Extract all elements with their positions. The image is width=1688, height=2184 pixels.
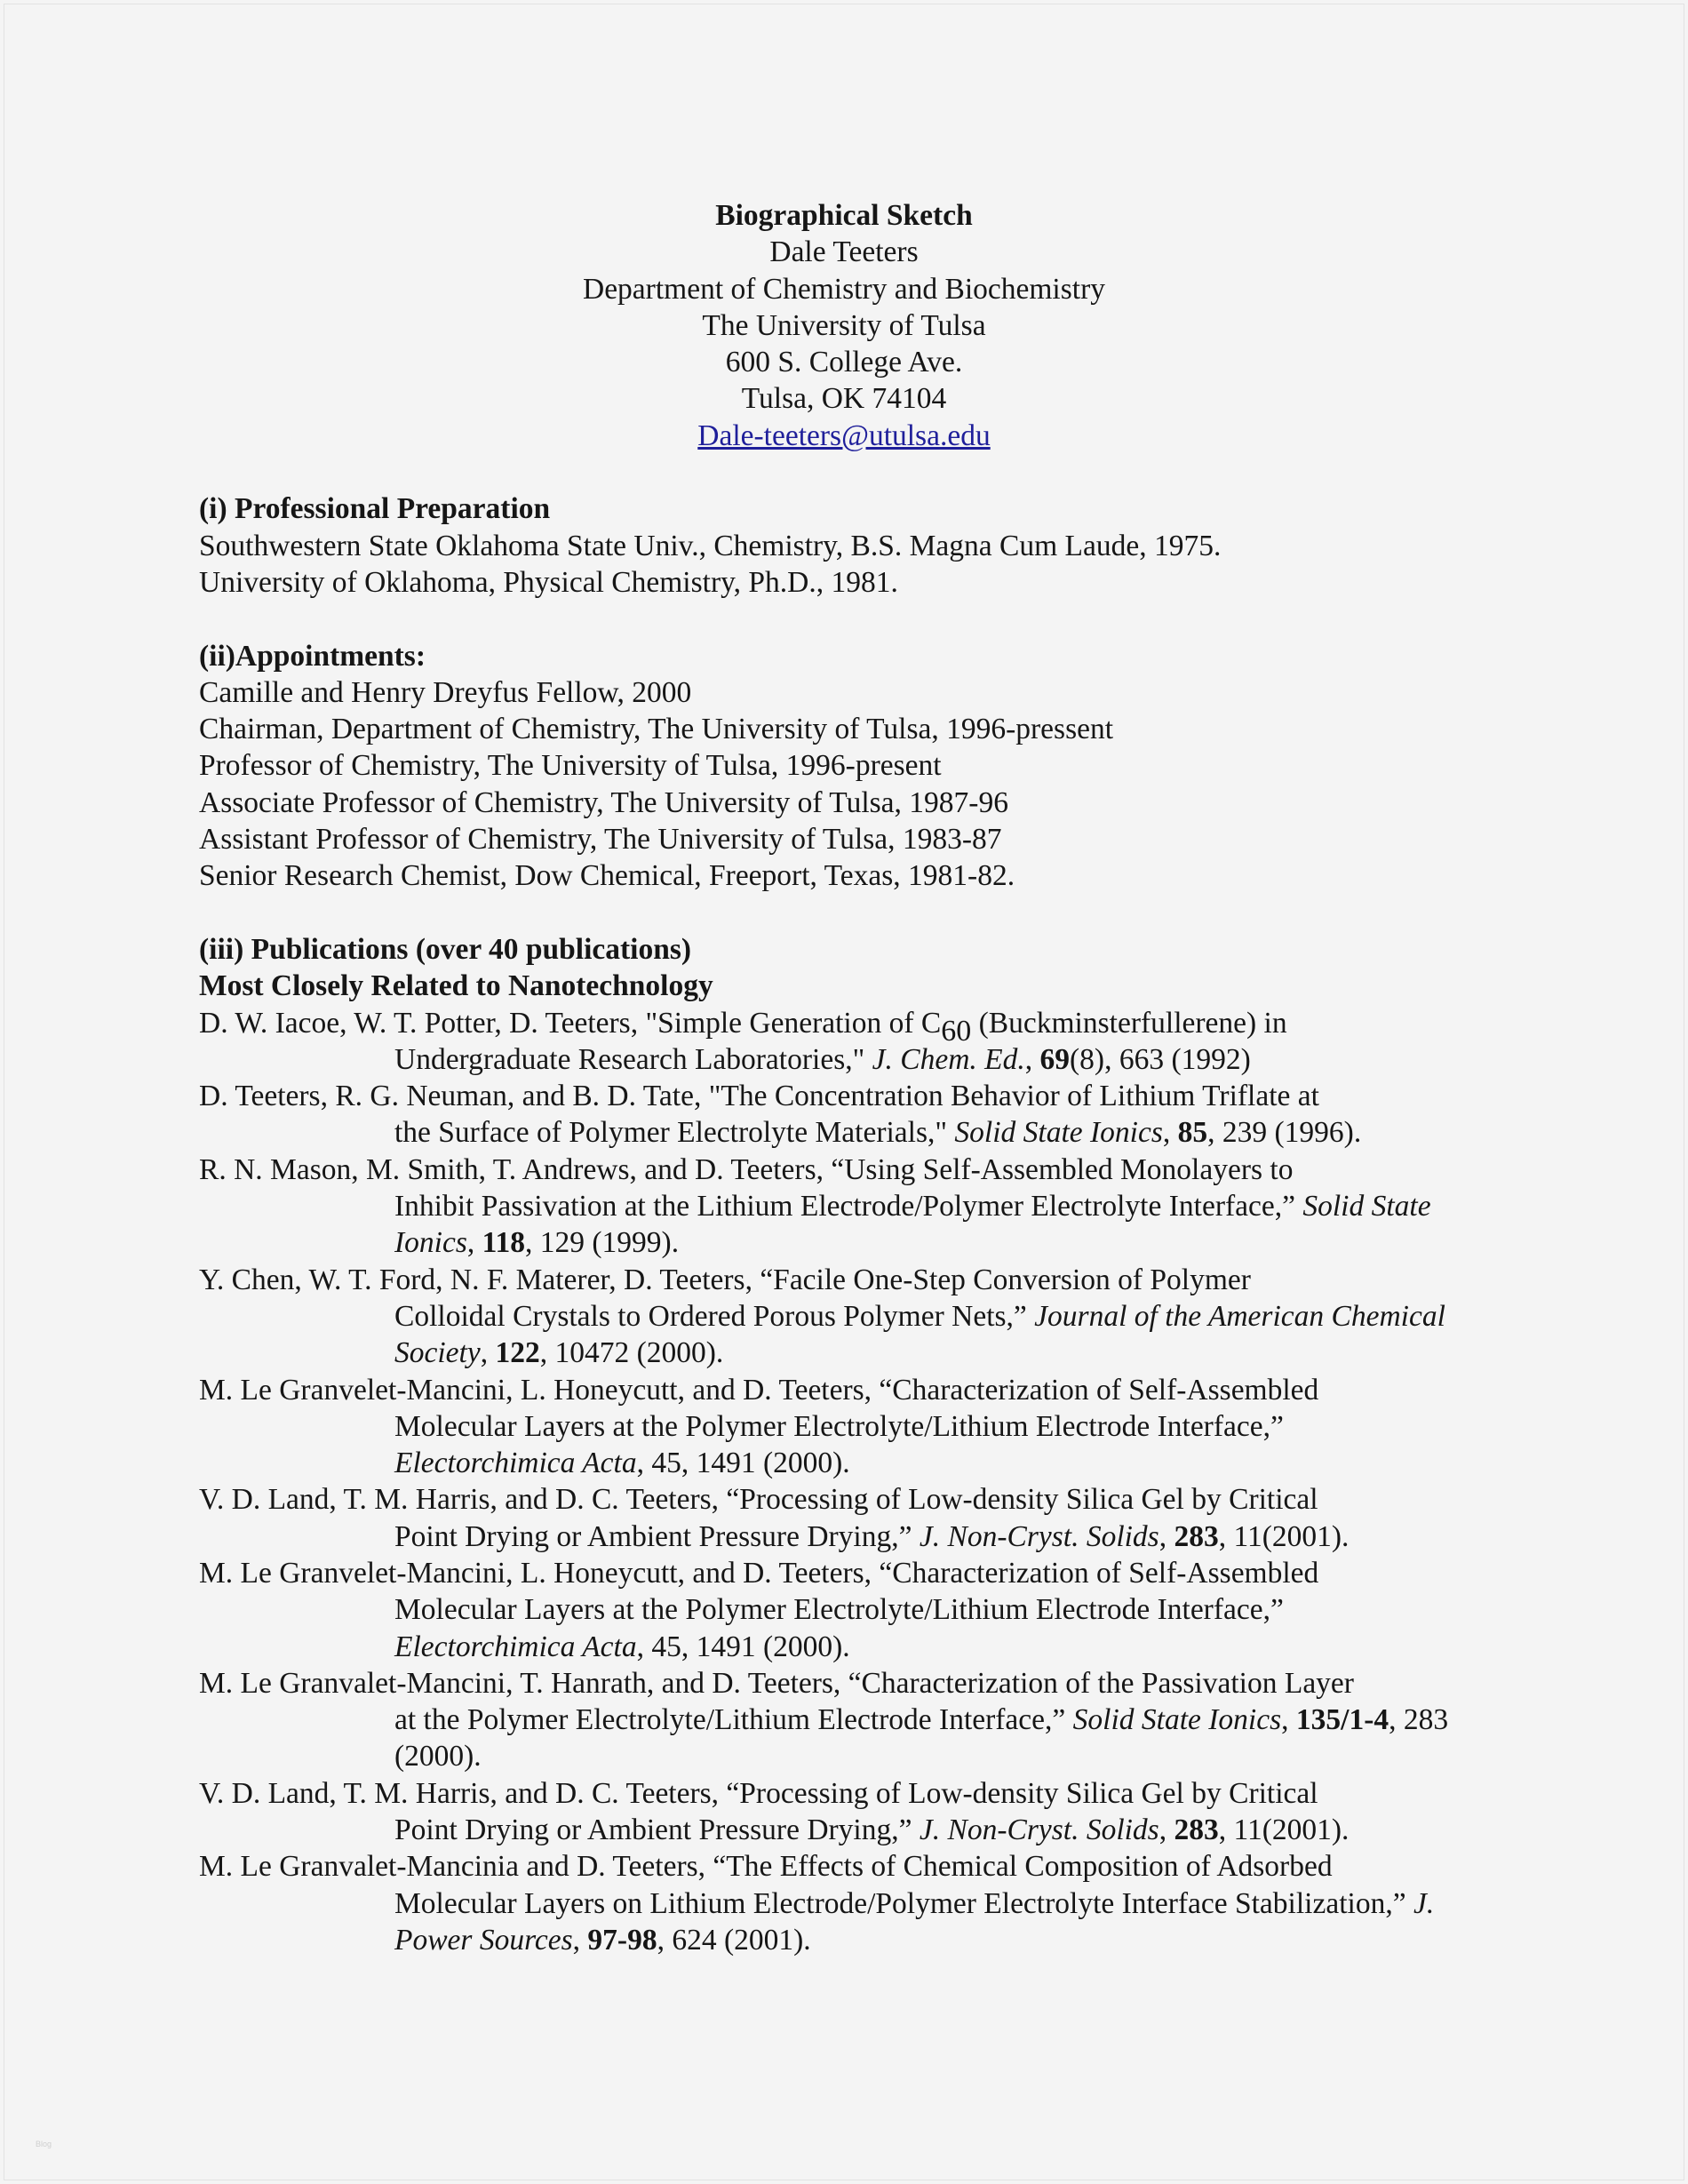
citation-text: Molecular Layers at the Polymer Electrolyte/Lithium Electrode Interface,”: [394, 1593, 1284, 1627]
journal-name: Electorchimica Acta: [394, 1447, 637, 1480]
section-subheading: Most Closely Related to Nanotechnology: [199, 969, 713, 1003]
publication-entry: [199, 1005, 1532, 1079]
citation-text: , 45, 1491 (2000).: [636, 1447, 850, 1480]
journal-name: J. Non-Cryst. Solids: [919, 1519, 1159, 1553]
author-name: Dale Teeters: [769, 235, 919, 269]
list-item: University of Oklahoma, Physical Chemistry, Ph.D., 1981.: [199, 565, 898, 599]
citation-text: at the Polymer Electrolyte/Lithium Electrode Interface,”: [394, 1703, 1073, 1737]
citation-text: V. D. Land, T. M. Harris, and D. C. Teeters, “Processing of Low-density Silica Gel by Critical: [199, 1776, 1318, 1810]
citation-text: , 11(2001).: [1218, 1813, 1350, 1847]
publication-entry: [199, 1262, 1532, 1372]
publication-entry: [199, 1848, 1532, 1958]
volume: 118: [482, 1226, 526, 1260]
journal-name: J. Chem. Ed.: [872, 1042, 1025, 1076]
journal-name: J. Non-Cryst. Solids: [919, 1813, 1159, 1847]
volume: 85: [1177, 1116, 1208, 1150]
department: Department of Chemistry and Biochemistry: [583, 272, 1105, 306]
document-title: Biographical Sketch: [715, 199, 973, 232]
citation-text: Colloidal Crystals to Ordered Porous Polymer Nets,”: [394, 1299, 1035, 1333]
citation-text: R. N. Mason, M. Smith, T. Andrews, and D. Teeters, “Using Self-Assembled Monolayers to: [199, 1152, 1294, 1186]
citation-text: V. D. Land, T. M. Harris, and D. C. Teeters, “Processing of Low-density Silica Gel by Critical: [199, 1483, 1318, 1517]
volume: 69: [1039, 1042, 1071, 1076]
citation-text: Y. Chen, W. T. Ford, N. F. Materer, D. Teeters, “Facile One-Step Conversion of Polymer: [199, 1263, 1251, 1296]
citation-text: Inhibit Passivation at the Lithium Electrode/Polymer Electrolyte Interface,”: [394, 1190, 1303, 1224]
separator: ,: [1159, 1813, 1174, 1847]
citation-text: M. Le Granvelet-Mancini, L. Honeycutt, and D. Teeters, “Characterization of Self-Assembled: [199, 1556, 1319, 1590]
journal-name: Solid State Ionics: [1072, 1703, 1282, 1737]
citation-text: M. Le Granvalet-Mancini, T. Hanrath, and D. Teeters, “Characterization of the Passivation Layer: [199, 1666, 1354, 1700]
header-block: [199, 197, 1489, 454]
publication-entry: [199, 1481, 1532, 1555]
separator: ,: [480, 1336, 496, 1370]
publication-entry: [199, 1078, 1532, 1152]
citation-text: M. Le Granvalet-Mancinia and D. Teeters, “The Effects of Chemical Composition of Adsorbed: [199, 1850, 1333, 1884]
citation-text: , 129 (1999).: [525, 1226, 680, 1260]
journal-name: Solid State: [1302, 1190, 1431, 1224]
list-item: Camille and Henry Dreyfus Fellow, 2000: [199, 675, 692, 709]
citation-text: Molecular Layers at the Polymer Electrolyte/Lithium Electrode Interface,”: [394, 1409, 1284, 1443]
section-heading: (iii) Publications (over 40 publications): [199, 932, 692, 966]
city-state-zip: Tulsa, OK 74104: [741, 382, 947, 416]
volume: 135/1-4: [1295, 1703, 1389, 1737]
volume: 283: [1174, 1813, 1219, 1847]
email-link[interactable]: Dale-teeters@utulsa.edu: [697, 418, 991, 452]
publication-entry: [199, 1152, 1532, 1262]
citation-text: M. Le Granvelet-Mancini, L. Honeycutt, and D. Teeters, “Characterization of Self-Assembled: [199, 1373, 1319, 1407]
list-item: Professor of Chemistry, The University of Tulsa, 1996-present: [199, 749, 942, 783]
journal-name: Society: [394, 1336, 481, 1370]
publication-entry: [199, 1775, 1532, 1849]
journal-name: Ionics: [394, 1226, 467, 1260]
citation-text: the Surface of Polymer Electrolyte Materials,": [394, 1116, 955, 1150]
publication-entry: [199, 1555, 1532, 1665]
university: The University of Tulsa: [702, 308, 986, 342]
citation-text: Undergraduate Research Laboratories,": [394, 1042, 872, 1076]
volume: 97-98: [587, 1923, 657, 1957]
section-preparation: [199, 490, 1532, 601]
publication-entry: [199, 1665, 1532, 1775]
separator: ,: [572, 1923, 588, 1957]
list-item: Chairman, Department of Chemistry, The University of Tulsa, 1996-pressent: [199, 713, 1114, 746]
journal-name: Electorchimica Acta: [394, 1630, 637, 1663]
subscript: 60: [941, 1014, 972, 1048]
section-appointments: [199, 638, 1532, 895]
journal-name: Power Sources: [394, 1923, 573, 1957]
publication-entry: [199, 1372, 1532, 1482]
citation-text: , 10472 (2000).: [539, 1336, 724, 1370]
citation-text: , 11(2001).: [1218, 1519, 1350, 1553]
separator: ,: [1281, 1703, 1296, 1737]
citation-text: , 239 (1996).: [1207, 1116, 1362, 1150]
list-item: Assistant Professor of Chemistry, The University of Tulsa, 1983-87: [199, 823, 1002, 857]
journal-name: Solid State Ionics: [954, 1116, 1163, 1150]
document-page: [199, 197, 1532, 1958]
section-publications: [199, 931, 1532, 1958]
volume: 283: [1174, 1519, 1219, 1553]
list-item: Associate Professor of Chemistry, The University of Tulsa, 1987-96: [199, 785, 1008, 819]
citation-text: Molecular Layers on Lithium Electrode/Polymer Electrolyte Interface Stabilization,”: [394, 1886, 1413, 1920]
citation-text: Point Drying or Ambient Pressure Drying,”: [394, 1813, 920, 1847]
section-heading: (ii)Appointments:: [199, 639, 426, 673]
separator: ,: [1162, 1116, 1178, 1150]
street-address: 600 S. College Ave.: [725, 346, 963, 379]
citation-text: , 624 (2001).: [657, 1923, 811, 1957]
journal-name: J.: [1413, 1886, 1435, 1920]
section-heading: (i) Professional Preparation: [199, 492, 551, 526]
citation-text: D. Teeters, R. G. Neuman, and B. D. Tate, "The Concentration Behavior of Lithium Triflate at: [199, 1080, 1319, 1113]
watermark-text: Blog: [36, 2140, 52, 2148]
citation-text: , 45, 1491 (2000).: [636, 1630, 850, 1663]
list-item: Southwestern State Oklahoma State Univ., Chemistry, B.S. Magna Cum Laude, 1975.: [199, 529, 1222, 562]
citation-text: , 283: [1389, 1703, 1449, 1737]
citation-text: Point Drying or Ambient Pressure Drying,”: [394, 1519, 920, 1553]
volume: 122: [495, 1336, 540, 1370]
citation-text: (Buckminsterfullerene) in: [971, 1006, 1287, 1040]
separator: ,: [1159, 1519, 1174, 1553]
citation-text: (8), 663 (1992): [1070, 1042, 1251, 1076]
citation-text: D. W. Iacoe, W. T. Potter, D. Teeters, "Simple Generation of C: [199, 1006, 942, 1040]
separator: ,: [1024, 1042, 1040, 1076]
separator: ,: [466, 1226, 482, 1260]
citation-text: (2000).: [394, 1740, 482, 1774]
list-item: Senior Research Chemist, Dow Chemical, Freeport, Texas, 1981-82.: [199, 859, 1015, 893]
journal-name: Journal of the American Chemical: [1034, 1299, 1445, 1333]
